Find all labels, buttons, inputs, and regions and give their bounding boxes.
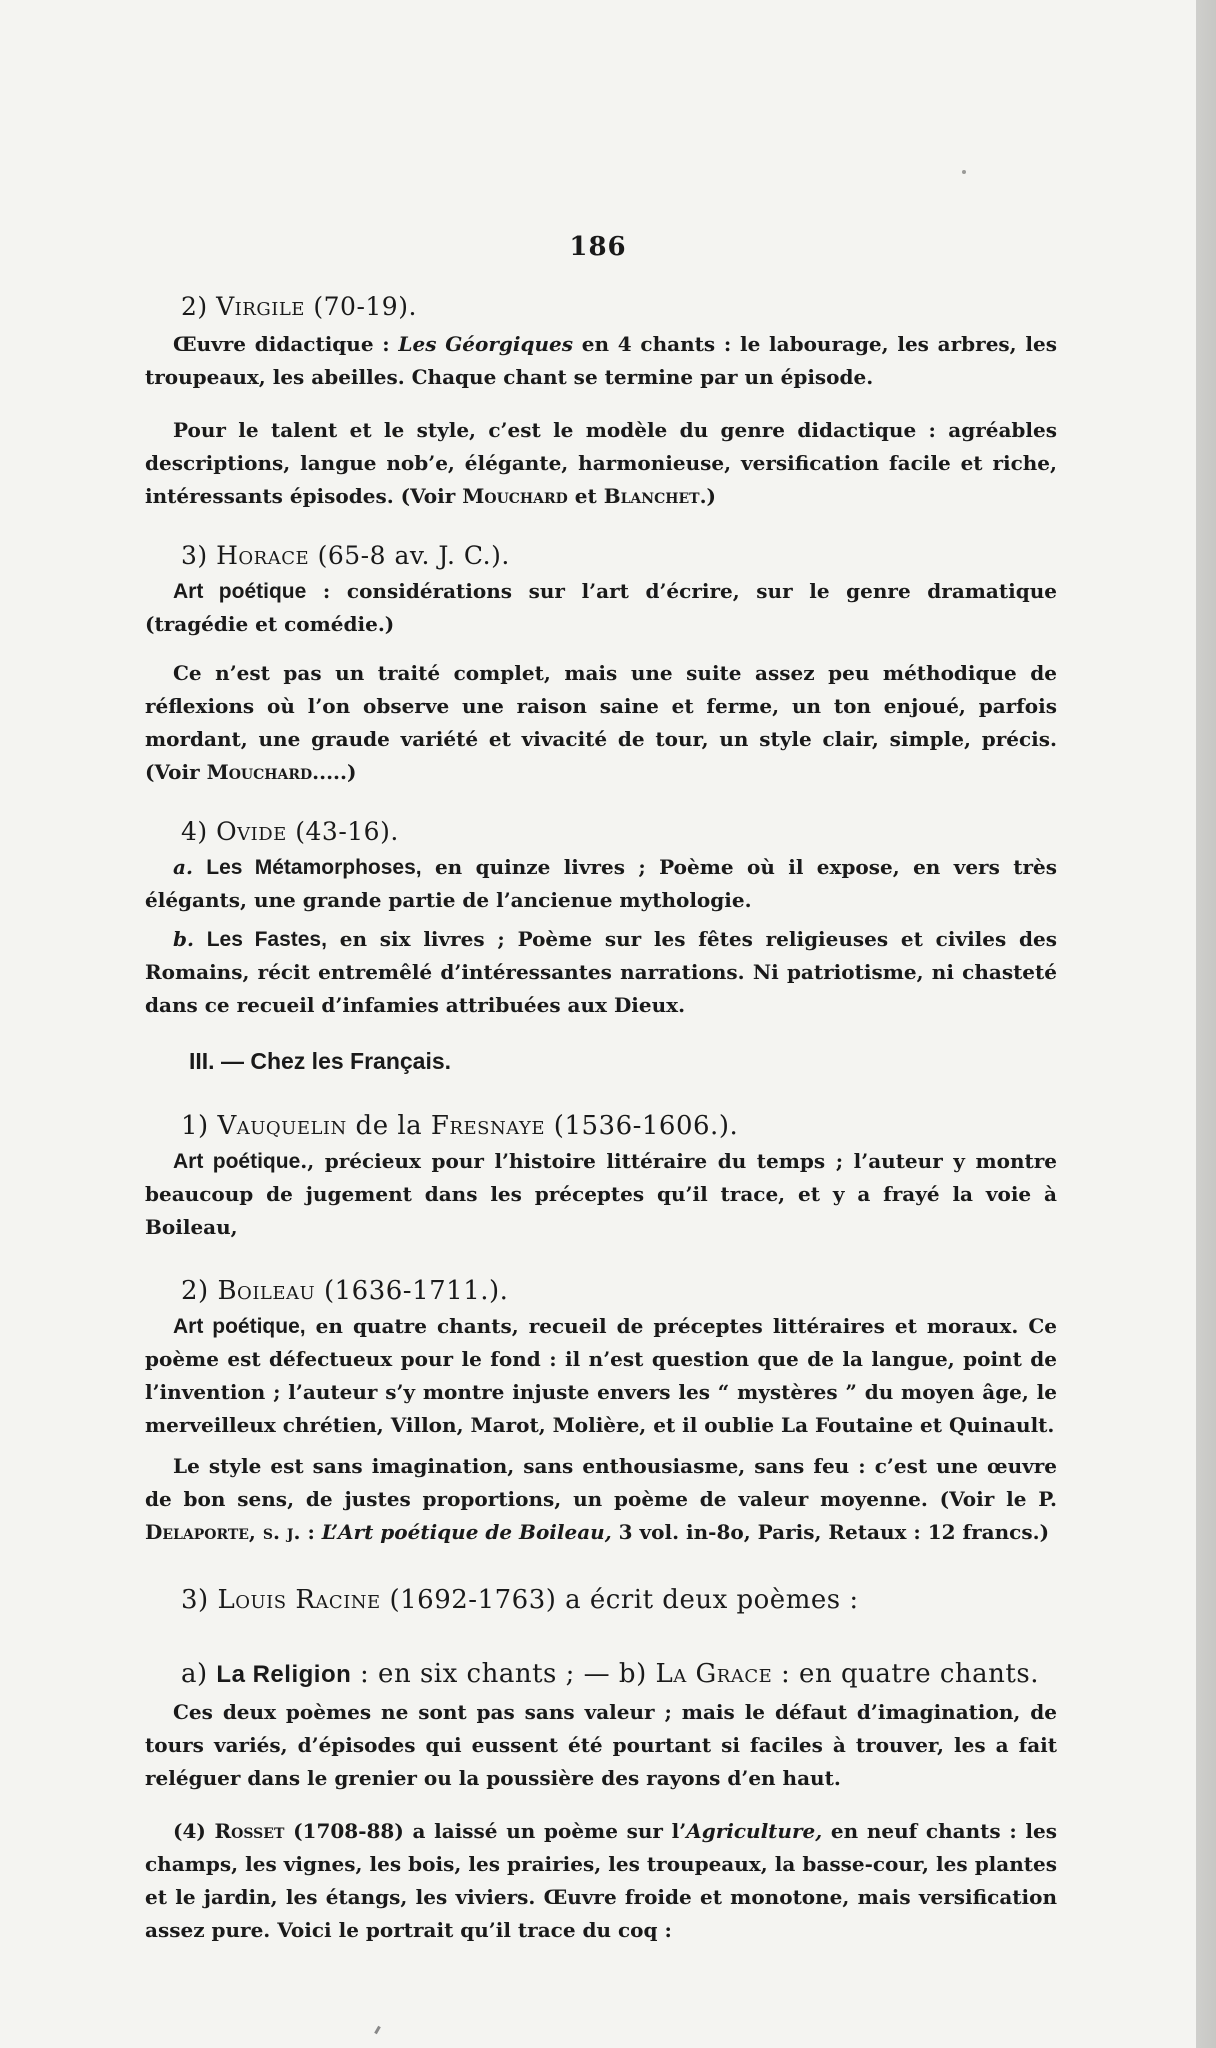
- virgile-paragraph-1: [145, 328, 1057, 394]
- text-run: .....): [312, 760, 357, 784]
- author-ref: Delaporte, s. j.: [145, 1520, 301, 1544]
- horace-paragraph-1: [145, 575, 1057, 641]
- heading-number: 3): [181, 541, 208, 570]
- heading-vauquelin: [181, 1109, 1057, 1143]
- text-run: (1708-88) a laissé un poème sur l’: [284, 1819, 687, 1843]
- item-label: a.: [173, 855, 193, 879]
- work-title: Art poétique,: [173, 1315, 306, 1338]
- text-run: en neuf chants : les champs, les vignes, les bois, les prairies, les troupeaux, la basse-cour, les plantes et le jardin, les étangs, les viviers. Œuvre froide et monotone, mais versification assez pure. Voici le portrait qu’il trace du coq :: [145, 1819, 1058, 1942]
- text-run: de la: [346, 1111, 431, 1141]
- work-title: Les Métamorphoses,: [206, 856, 422, 879]
- author-name: Horace: [216, 541, 310, 570]
- text-run: Le style est sans imagination, sans enthousiasme, sans feu : c’est une œuvre de bon sens, de justes proportions, un poème de valeur moyenne. (Voir le P.: [145, 1454, 1057, 1511]
- rosset-paragraph: [145, 1815, 1057, 1947]
- text-run: : en quatre chants.: [772, 1659, 1039, 1689]
- text-run: Pour le talent et le style, c’est le modèle du genre didactique : agréables descriptions, langue nob’e, élégante, harmonieuse, versification facile et riche, intéressants épisodes. (Voir: [145, 418, 1057, 508]
- boileau-paragraph-2: [145, 1450, 1057, 1549]
- page-content: [145, 290, 1057, 1947]
- author-dates: (43-16).: [295, 817, 399, 846]
- text-run: : en six chants ; — b): [351, 1659, 656, 1689]
- author-name: Ovide: [216, 817, 287, 846]
- speck-mark: [962, 170, 966, 174]
- page-number: 186: [569, 232, 627, 262]
- author-name: Vauquelin: [217, 1111, 347, 1141]
- horace-paragraph-2: [145, 657, 1057, 789]
- text-run: (1692-1763) a écrit deux poèmes :: [380, 1585, 859, 1615]
- racine-poems-line: [181, 1657, 1057, 1692]
- work-title: Art poétique: [173, 580, 307, 603]
- work-title: La Religion: [216, 1661, 352, 1688]
- heading-horace: [181, 539, 1057, 573]
- author-name: Louis Racine: [217, 1585, 381, 1615]
- work-title: Agriculture,: [686, 1819, 823, 1843]
- heading-number: 4): [181, 817, 208, 846]
- text-run: en quatre chants, recueil de préceptes littéraires et moraux. Ce poème est défectueux pour le fond : il n’est question que de la langue, point de l’invention ; l’auteur s’y montre injuste envers les “ mystères ” du moyen âge, le merveilleux chrétien, Villon, Marot, Molière, et il oublie La Foutaine et Quinault.: [145, 1314, 1057, 1437]
- author-name: Rosset: [214, 1819, 285, 1843]
- virgile-paragraph-2: [145, 414, 1057, 513]
- author-ref: Blanchet: [603, 484, 700, 508]
- text-run: .): [699, 484, 716, 508]
- text-run: en quinze livres ; Poème où il expose, en vers très élégants, une grande partie de l’ancienue mythologie.: [145, 855, 1057, 912]
- author-dates: (1636-1711.).: [323, 1276, 509, 1306]
- work-title: Les Géorgiques: [398, 332, 573, 356]
- speck-mark: [374, 2026, 381, 2034]
- author-name: Boileau: [217, 1276, 316, 1306]
- heading-number: 3): [181, 1585, 209, 1615]
- text-run: Œuvre didactique :: [173, 332, 399, 356]
- heading-racine: [181, 1583, 1057, 1617]
- text-run: en 4 chants : le labourage, les arbres, les troupeaux, les abeilles. Chaque chant se termine par un épisode.: [145, 332, 1057, 389]
- author-name: Fresnaye: [430, 1111, 546, 1141]
- author-name: Virgile: [216, 292, 305, 321]
- text-run: 3 vol. in-8o, Paris, Retaux : 12 francs.): [611, 1520, 1050, 1544]
- item-label: a): [181, 1659, 208, 1689]
- ovide-item-b: [145, 923, 1057, 1022]
- text-run: :: [300, 1520, 322, 1544]
- author-ref: Mouchard: [462, 484, 568, 508]
- heading-number: 2): [181, 1276, 209, 1306]
- text-run: : considérations sur l’art d’écrire, sur le genre dramatique (tragédie et comédie.): [145, 579, 1057, 636]
- text-run: et: [567, 484, 604, 508]
- author-dates: (65-8 av. J. C.).: [317, 541, 510, 570]
- author-dates: (1536-1606.).: [553, 1111, 739, 1141]
- heading-ovide: [181, 815, 1057, 849]
- section-heading: III. — Chez les Français.: [189, 1048, 452, 1074]
- heading-number: 2): [181, 292, 208, 321]
- vauquelin-paragraph: [145, 1145, 1057, 1244]
- work-title: L’Art poétique de Boileau,: [321, 1520, 612, 1544]
- heading-boileau: [181, 1274, 1057, 1308]
- text-run: en six livres ; Poème sur les fêtes religieuses et civiles des Romains, récit entremêlé d’intéressantes narrations. Ni patriotisme, ni chasteté dans ce recueil d’infamies attribuées aux Dieux.: [145, 927, 1057, 1017]
- work-title: La Grace: [655, 1659, 773, 1689]
- work-title: Les Fastes,: [206, 928, 327, 951]
- ovide-item-a: [145, 851, 1057, 917]
- author-ref: Mouchard: [206, 760, 313, 784]
- heading-number: (4): [173, 1819, 206, 1843]
- racine-paragraph: Ces deux poèmes ne sont pas sans valeur ; mais le défaut d’imagination, de tours variés, d’épisodes qui eussent été pourtant si faciles à trouver, les a fait reléguer dans le grenier ou la poussière des rayons d’en haut.: [145, 1700, 1057, 1790]
- boileau-paragraph-1: [145, 1310, 1057, 1442]
- heading-number: 1): [181, 1111, 209, 1141]
- work-title: Art poétique: [173, 1150, 301, 1173]
- text-run: ., précieux pour l’histoire littéraire du temps ; l’auteur y montre beaucoup de jugement dans les préceptes qu’il trace, et y a frayé la voie à Boileau,: [145, 1149, 1058, 1239]
- text-run: Ce n’est pas un traité complet, mais une suite assez peu méthodique de réflexions où l’on observe une raison saine et ferme, un ton enjoué, parfois mordant, une graude variété et vivacité de tour, un style clair, simple, précis. (Voir: [145, 661, 1057, 784]
- heading-virgile: [181, 290, 1057, 324]
- author-dates: (70-19).: [313, 292, 417, 321]
- page-edge: [1196, 0, 1216, 2048]
- item-label: b.: [173, 927, 194, 951]
